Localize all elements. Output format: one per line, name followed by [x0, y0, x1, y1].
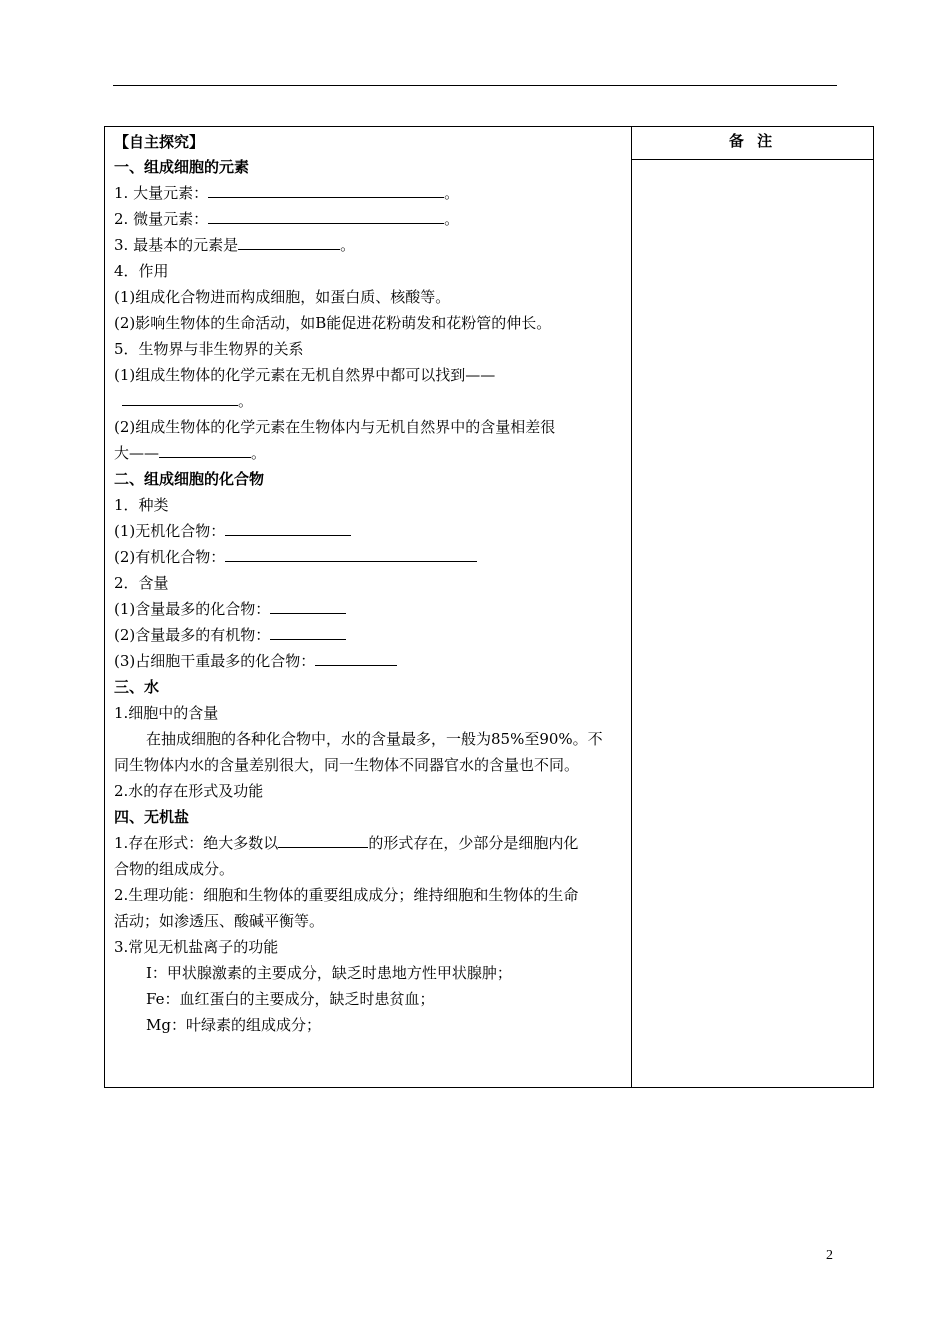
water-content-heading: 1.细胞中的含量	[114, 704, 219, 722]
ion-functions-heading: 3.常见无机盐离子的功能	[114, 938, 279, 956]
header-rule	[113, 85, 837, 86]
function-point-2: (2)影响生物体的生命活动，如B能促进花粉萌发和花粉管的伸长。	[114, 314, 552, 332]
organic-compounds-blank[interactable]	[225, 547, 477, 562]
relation-point-1-answer: 。	[122, 391, 253, 411]
water-content-text-2: 同生物体内水的含量差别很大，同一生物体不同器官水的含量也不同。	[114, 756, 580, 774]
basic-element-blank[interactable]	[238, 235, 340, 250]
notes-column-header: 备 注	[632, 127, 873, 160]
content-heading: 2．含量	[114, 574, 169, 592]
most-compound-blank[interactable]	[270, 599, 346, 614]
types-heading: 1．种类	[114, 496, 169, 514]
micro-elements-blank[interactable]	[208, 209, 444, 224]
worksheet-table	[104, 126, 874, 1088]
relation-2-blank[interactable]	[159, 443, 251, 458]
page-number: 2	[826, 1248, 833, 1263]
salt-function-cont: 活动；如渗透压、酸碱平衡等。	[114, 912, 325, 930]
salt-function-item: 2.生理功能：细胞和生物体的重要组成成分；维持细胞和生物体的生命	[114, 886, 579, 904]
most-organic-blank[interactable]	[270, 625, 346, 640]
relation-heading: 5．生物界与非生物界的关系	[114, 340, 304, 358]
ion-iron: Fe：血红蛋白的主要成分，缺乏时患贫血；	[146, 990, 435, 1008]
dry-weight-blank[interactable]	[315, 651, 397, 666]
water-forms-heading: 2.水的存在形式及功能	[114, 782, 264, 800]
function-heading: 4．作用	[114, 262, 169, 280]
salt-forms-item: 1.存在形式：绝大多数以 的形式存在，少部分是细胞内化	[114, 834, 579, 852]
relation-point-1: (1)组成生物体的化学元素在无机自然界中都可以找到——	[114, 366, 496, 384]
section-1-heading: 一、组成细胞的元素	[114, 158, 250, 176]
macro-elements-item: 1. 大量元素： 。	[114, 184, 460, 202]
relation-point-2-cont: 大—— 。	[114, 444, 267, 462]
dry-weight-item: (3)占细胞干重最多的化合物：	[114, 651, 397, 671]
water-content-text-1: 在抽成细胞的各种化合物中，水的含量最多，一般为85%至90%。不	[146, 730, 603, 748]
basic-element-item: 3. 最基本的元素是 。	[114, 236, 356, 254]
section-title: 【自主探究】	[114, 133, 205, 151]
micro-elements-item: 2. 微量元素： 。	[114, 210, 460, 228]
most-compound-item: (1)含量最多的化合物：	[114, 599, 346, 619]
section-3-heading: 三、水	[114, 678, 160, 696]
section-4-heading: 四、无机盐	[114, 808, 190, 826]
column-divider	[631, 127, 632, 1087]
macro-elements-blank[interactable]	[208, 183, 444, 198]
function-point-1: (1)组成化合物进而构成细胞，如蛋白质、核酸等。	[114, 288, 451, 306]
organic-compounds-item: (2)有机化合物：	[114, 547, 477, 567]
ion-magnesium: Mg：叶绿素的组成成分；	[146, 1016, 321, 1034]
relation-point-2: (2)组成生物体的化学元素在生物体内与无机自然界中的含量相差很	[114, 418, 556, 436]
relation-1-blank[interactable]	[122, 391, 238, 406]
salt-form-blank[interactable]	[278, 833, 368, 848]
inorganic-compounds-blank[interactable]	[225, 521, 351, 536]
most-organic-item: (2)含量最多的有机物：	[114, 625, 346, 645]
salt-forms-cont: 合物的组成成分。	[114, 860, 235, 878]
inorganic-compounds-item: (1)无机化合物：	[114, 521, 351, 541]
section-2-heading: 二、组成细胞的化合物	[114, 470, 265, 488]
ion-iodine: I：甲状腺激素的主要成分，缺乏时患地方性甲状腺肿；	[146, 964, 512, 982]
